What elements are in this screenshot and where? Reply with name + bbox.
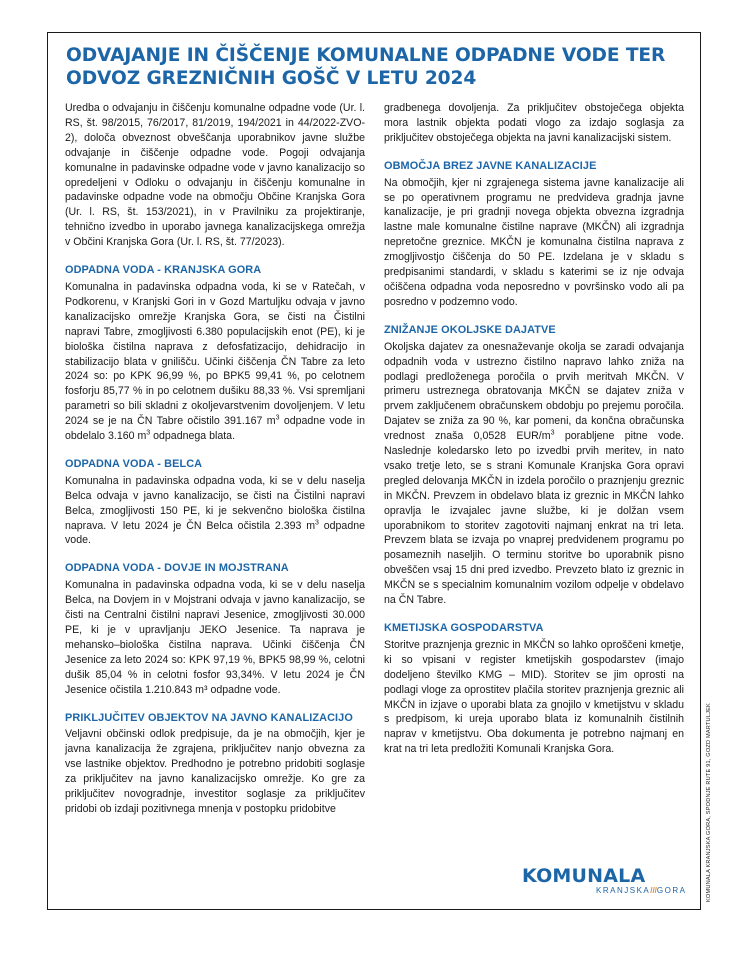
section-heading-dajatve: ZNIŽANJE OKOLJSKE DAJATVE <box>384 323 556 336</box>
side-imprint: KOMUNALA KRANJSKA GORA, SPODNJE RUTE 91, GOZD MARTULJEK <box>706 703 712 902</box>
right-column <box>384 101 684 757</box>
section-text-obmocja: Na območjih, kjer ni zgrajenega sistema javne kanalizacije ali se po operativnem programu ne predvideva gradnja javne kanalizacije, je pri gradnji novega objekta obvezna izgradnja lastne male komunalne čistilne naprave (MKČN) ali izgradnja nepretočne greznice. MKČN je komunalna čistilna naprava z zmogljivostjo čiščenja do 50 PE. Izdelana je v skladu s predpisanimi standardi, v skladu s katerimi se iz nje odvaja očiščena odpadna voda neposredno v površinsko vodo ali pa posredno v podzemno vodo. <box>384 176 684 308</box>
page-title: ODVAJANJE IN ČIŠČENJE KOMUNALNE ODPADNE VODE TER ODVOZ GREZNIČNIH GOŠČ V LETU 2024 <box>66 45 666 89</box>
section-text-belca: Komunalna in padavinska odpadna voda, ki se v delu naselja Belca odvaja v javno kanalizacijo, se čisti na Čistilni napravi Belca, zmogljivosti 150 PE, ki je sekvenčno biološka čistilna naprava. V letu 2024 je ČN Belca očistila 2.393 $m^3$ odpadne vode. <box>65 474 365 547</box>
section-heading-obmocja: OBMOČJA BREZ JAVNE KANALIZACIJE <box>384 159 597 172</box>
section-heading-kranjska: ODPADNA VODA - KRANJSKA GORA <box>65 264 262 277</box>
section-text-dovje: Komunalna in padavinska odpadna voda, ki se v delu naselja Belca, na Dovjem in v Mojstrani odvaja v javno kanalizacijo, se čisti na Centralni čistilni napravi Jesenice, zmogljivosti 30.000 PE, ki je v upravljanju JEKO Jesenice. Ta naprava je mehansko–biološka čistilna naprava. Učinki čiščenja ČN Jesenice za leto 2024 so: KPK 97,19 %, BPK5 98,99 %, celotni dušik 85,04 % in celotni fosfor 93,34%. V letu 2024 je ČN Jesenice očistila 1.210.843 m³ odpadne vode. <box>65 579 365 696</box>
section-heading-dovje: ODPADNA VODA - DOVJE IN MOJSTRANA <box>65 562 289 575</box>
komunala-logo <box>522 866 692 895</box>
section-text-kranjska: Komunalna in padavinska odpadna voda, ki se v Ratečah, v Podkorenu, v Kranjski Gori in v Gozd Martuljku odvaja v javno kanalizacijsko omrežje Kranjska Gora, se čisti na Čistilni napravi Tabre, zmogljivosti 6.380 populacijskih enot (PE), ki je biološka čistilna naprava z defosfatizacijo, dehidracijo in stabilizacijo blata v gnilišču. Učinki čiščenja ČN Tabre za leto 2024 so: po KPK 96,99 %, po BPK5 99,41 %, po celotnem fosforju 85,77 % in po celotnem dušiku 88,33 %. Vsi spremljani parametri so bili skladni z okoljevarstvenim dovoljenjem. V letu 2024 se je na ČN Tabre očistilo 391.167 $m^3$ odpadne vode in obdelalo 3.160 $m^3$ odpadnega blata. <box>65 280 365 443</box>
logo-slash-mark: /// <box>650 886 657 895</box>
section-heading-belca: ODPADNA VODA - BELCA <box>65 457 203 470</box>
section-text-dajatve: Okoljska dajatev za onesnaževanje okolja se zaradi odvajanja odpadnih voda v ustrezno čistilno napravo lahko zniža na podlagi predloženega poročila o prvih meritvah MKČN. V primeru ustreznega obratovanja MKČN se dajatev zniža v prvem zaključenem obračunskem obdobju po prejemu poročila. Dajatev se zniža za 90 %, kar pomeni, da končna obračunska vrednost znaša 0,0528 EUR/$m^3$ porabljene pitne vode. Naslednje koledarsko leto po izvedbi prvih meritev, in nato vsako tretje leto, se s strani Komunale Kranjska Gora opravi pregled delovanja MKČN in izdela poročilo o praznjenju greznic in MKČN. Prevzem in obdelavo blata iz greznic in MKČN lahko opravlja le izvajalec javne službe, ki je dolžan vsem uporabnikom to storitev zagotoviti najmanj enkrat na tri leta. Prevzem blata se izvaja po vnaprej predvidenem programu po posameznih naseljih. O terminu storitve bo uporabnik pisno obveščen vsaj 15 dni pred izvedbo. Prevzeto blato iz greznic in MKČN se s specialnim komunalnim vozilom odpelje v obdelavo na ČN Tabre. <box>384 340 684 607</box>
section-text-prikljucitev-cont: gradbenega dovoljenja. Za priključitev obstoječega objekta mora lastnik objekta podati vlogo za izdajo soglasja za priključitev obstoječega objekta na javni kanalizacijski sistem. <box>384 102 684 144</box>
section-heading-prikljucitev: PRIKLJUČITEV OBJEKTOV NA JAVNO KANALIZACIJO <box>65 711 353 724</box>
section-text-prikljucitev: Veljavni občinski odlok predpisuje, da je na območjih, kjer je javna kanalizacija že zgrajena, priključitev nanjo obvezna za vse lastnike objektov. Predhodno je potrebno pridobiti soglasje za priključitev na javno kanalizacijsko omrežje. Ko gre za priključitev novogradnje, investitor soglasje za priključitev pridobi ob izdaji pozitivnega mnenja v postopku pridobitve <box>65 728 365 815</box>
logo-subline: KRANJSKA///GORA <box>596 886 687 895</box>
logo-wordmark: KOMUNALA <box>522 865 646 887</box>
left-column <box>65 101 365 817</box>
intro-paragraph: Uredba o odvajanju in čiščenju komunalne odpadne vode (Ur. l. RS, št. 98/2015, 76/2017, 81/2019, 194/2021 in 44/2022-ZVO-2), določa obveznost obveščanja uporabnikov javne službe odvajanje in čiščenje odpadne vode. Pogoji odvajanja komunalne in padavinske odpadne vode v javno kanalizacijo so opredeljeni v Odloku o odvajanju in čiščenju komunalne in padavinske odpadne vode na območju Občine Kranjska Gora (Ur. l. RS, št. 153/2021), in v Pravilniku za projektiranje, tehnično izvedbo in uporabo javnega kanalizacijskega omrežja v Občini Kranjska Gora (Ur. l. RS, št. 77/2023). <box>65 102 365 249</box>
section-heading-kmetijska: KMETIJSKA GOSPODARSTVA <box>384 622 544 634</box>
section-text-kmetijska: Storitve praznjenja greznic in MKČN so lahko oproščeni kmetje, ki so vpisani v register kmetijskih gospodarstev (imajo dodeljeno številko KMG – MID). Storitev se jim oprosti na podlagi vloge za oprostitev plačila storitev praznjenja greznic ali MKČN in izjave o uporabi blata za gnojilo v kmetijstvu v skladu s predpisom, ki ureja uporabo blata iz komunalnih čistilnih naprav v kmetijstvu. Oba dokumenta je potrebno najmanj en krat na tri leta predložiti Komunali Kranjska Gora. <box>384 638 684 756</box>
